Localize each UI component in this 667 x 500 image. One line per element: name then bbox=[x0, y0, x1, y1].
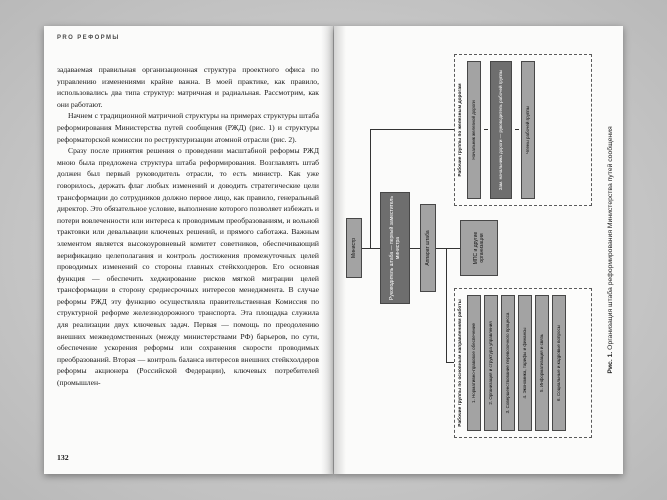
diagram-group-directions bbox=[454, 288, 592, 438]
diagram-group-directions-label: Рабочие группы по основным направлениям работы bbox=[458, 299, 463, 427]
connector-line bbox=[362, 248, 380, 249]
running-header: PRO РЕФОРМЫ bbox=[57, 35, 120, 41]
connector-line bbox=[446, 362, 454, 363]
diagram-box-mps-organizations: МПС и другие организации bbox=[460, 220, 498, 276]
connector-line bbox=[446, 248, 460, 249]
diagram-box-railway-members: Члены рабочей группы bbox=[521, 61, 535, 199]
connector-line bbox=[410, 248, 420, 249]
paragraph-1: задаваемая правильная организационная структура проектного офиса по управлению изменениями крайне важна. В моей практике, как правило, использовались два типа структур: матричная и радиальная. Рассмотрим, как они работают. bbox=[57, 65, 319, 109]
diagram-box-railway-chief: Начальник железной дороги bbox=[467, 61, 481, 199]
diagram-box-staff-apparatus: Аппарат штаба bbox=[420, 204, 436, 292]
diagram-group-railways bbox=[454, 54, 592, 206]
connector-line bbox=[515, 130, 519, 131]
paragraph-2: Начнем с традиционной матричной структуры на примерах структуры штаба реформирования Министерства путей сообщения (РЖД) (рис. 1) и структуры реформаторской комиссии по реструктуризации атомной отрасли (рис. 2). bbox=[57, 111, 319, 144]
diagram-box-railway-deputy: Зам. начальника дороги — руководитель рабочей группы bbox=[490, 61, 512, 199]
diagram-box-direction-2: 2. Организация и структура управления bbox=[484, 295, 498, 431]
figure-caption bbox=[605, 30, 617, 470]
diagram-box-staff-head: Руководитель штаба — первый заместитель министра bbox=[380, 192, 410, 304]
figure-caption-text: Организация штаба реформирования Министерства путей сообщения bbox=[607, 126, 614, 350]
right-page bbox=[334, 26, 623, 474]
connector-line bbox=[370, 129, 371, 249]
diagram-box-direction-3: 3. Совершенствование перевозочного процесса bbox=[501, 295, 515, 431]
connector-line bbox=[446, 248, 447, 363]
connector-line bbox=[484, 130, 488, 131]
body-text bbox=[57, 64, 319, 389]
diagram-box-direction-4: 4. Экономика, тарифы и финансы bbox=[518, 295, 532, 431]
diagram-box-direction-1: 1. Нормативно-правовое обеспечение bbox=[467, 295, 481, 431]
diagram-box-direction-5: 5. Информатизация и связь bbox=[535, 295, 549, 431]
paragraph-3: Сразу после принятия решения о проведении масштабной реформы РЖД мною была предложена структура штаба реформирования. Возглавлять штаб должен был первый руководитель отрасли, то есть министр. Как уже говорилось, держать флаг любых изменений и доводить стратегические цели трансформации до сотрудников должно первое лицо, как правило, генеральный директор. Это обязательное условие, выполнение которого позволяет избежать и потери вовлеченности или интереса к проводимым преобразованиям, и вольной трактовки или девальвации ключевых решений, и прямого саботажа. Важным элементом является высокоуровневый комитет советников, обеспечивающий верификацию целеполагания и контроль достижения промежуточных целей проводимых изменений со стороны главных стейкхолдеров. Его основная функция — обеспечить хеджирование рисков мягкой миграции целей трансформации в сторону среднесрочных интересов менеджмента. В случае реформы РЖД эту функцию осуществляла правительственная Комиссия по структурной реформе железнодорожного транспорта. Эта площадка служила для реализации двух ключевых задач. Первая — помощь по преодолению внешних межведомственных (между министерствами РФ) барьеров, по сути, обеспечение ускорения реформы или сохранения скорости проводимых преобразований. Вторая — контроль баланса интересов внешних стейкхолдеров реформы акционера (Российской Федерации), ключевых потребителей (промышлен- bbox=[57, 146, 319, 388]
figure-caption-label: Рис. 1. bbox=[607, 349, 614, 374]
connector-line bbox=[436, 248, 446, 249]
diagram-box-minister: Министр bbox=[346, 218, 362, 278]
left-page bbox=[44, 26, 333, 474]
diagram-box-direction-6: 6. Социальные и кадровые вопросы bbox=[552, 295, 566, 431]
org-chart-diagram bbox=[342, 46, 598, 446]
diagram-group-railways-label: Рабочие группы по железным дорогам bbox=[458, 83, 463, 177]
connector-line bbox=[370, 129, 454, 130]
page-number: 132 bbox=[57, 453, 69, 462]
